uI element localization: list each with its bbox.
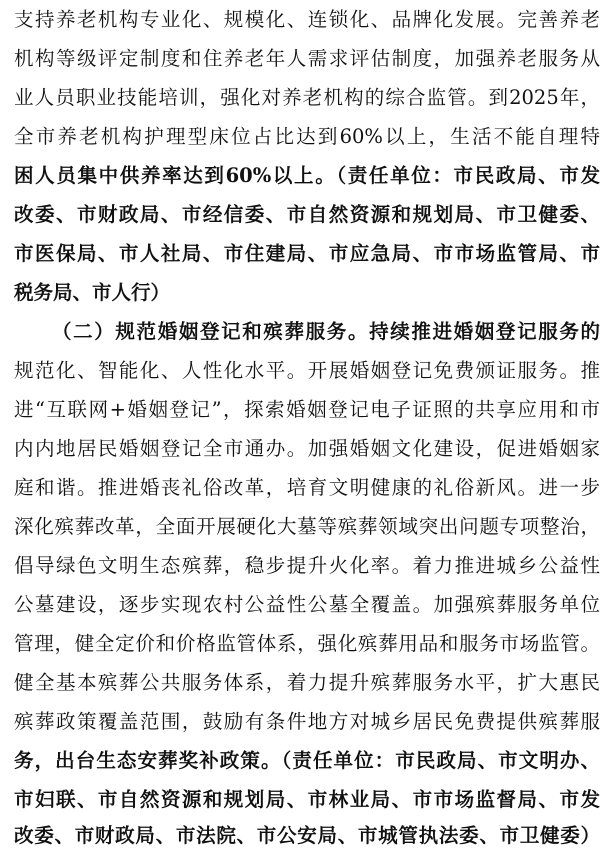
paragraph-2-line: 倡导绿色文明生态殡葬，稳步提升火化率。着力推进城乡公益性 xyxy=(14,554,600,577)
paragraph-2-line: 庭和谐。推进婚丧礼俗改革，培育文明健康的礼俗新风。进一步 xyxy=(14,476,600,499)
paragraph-2-line: 务，出台生态安葬奖补政策。（责任单位：市民政局、市文明办、 xyxy=(14,749,600,772)
paragraph-2-line: 管理，健全定价和价格监管体系，强化殡葬用品和服务市场监管。 xyxy=(14,632,600,655)
paragraph-2-line: 健全基本殡葬公共服务体系，着力提升殡葬服务水平，扩大惠民 xyxy=(14,671,600,694)
paragraph-1-line: 困人员集中供养率达到60%以上。（责任单位：市民政局、市发 xyxy=(14,164,600,187)
paragraph-1-line: 市医保局、市人社局、市住建局、市应急局、市市场监管局、市 xyxy=(14,242,600,265)
paragraph-1-line: 机构等级评定制度和住养老年人需求评估制度，加强养老服务从 xyxy=(14,47,600,70)
paragraph-2-line: 内内地居民婚姻登记全市通办。加强婚姻文化建设，促进婚姻家 xyxy=(14,437,600,460)
paragraph-2-line: 改委、市财政局、市法院、市公安局、市城管执法委、市卫健委） xyxy=(14,824,600,847)
paragraph-2-line: 规范化、智能化、人性化水平。开展婚姻登记免费颁证服务。推 xyxy=(14,359,600,382)
paragraph-2-line: 公墓建设，逐步实现农村公益性公墓全覆盖。加强殡葬服务单位 xyxy=(14,593,600,616)
paragraph-2-heading-line: （二）规范婚姻登记和殡葬服务。持续推进婚姻登记服务的 xyxy=(52,320,600,343)
paragraph-2-line: 殡葬政策覆盖范围，鼓励有条件地方对城乡居民免费提供殡葬服 xyxy=(14,710,600,733)
paragraph-2-line: 市妇联、市自然资源和规划局、市林业局、市市场监督局、市发 xyxy=(14,788,600,811)
paragraph-1-line: 税务局、市人行） xyxy=(14,281,171,304)
paragraph-1-line: 改委、市财政局、市经信委、市自然资源和规划局、市卫健委、 xyxy=(14,203,600,226)
paragraph-2-line: 深化殡葬改革，全面开展硬化大墓等殡葬领域突出问题专项整治， xyxy=(14,515,600,538)
paragraph-1-line: 业人员职业技能培训，强化对养老机构的综合监管。到2025年， xyxy=(14,86,600,109)
paragraph-2-line: 进“互联网+婚姻登记”，探索婚姻登记电子证照的共享应用和市 xyxy=(14,398,600,421)
paragraph-1-line: 全市养老机构护理型床位占比达到60%以上，生活不能自理特 xyxy=(14,125,600,148)
paragraph-1-line: 支持养老机构专业化、规模化、连锁化、品牌化发展。完善养老 xyxy=(14,8,600,31)
